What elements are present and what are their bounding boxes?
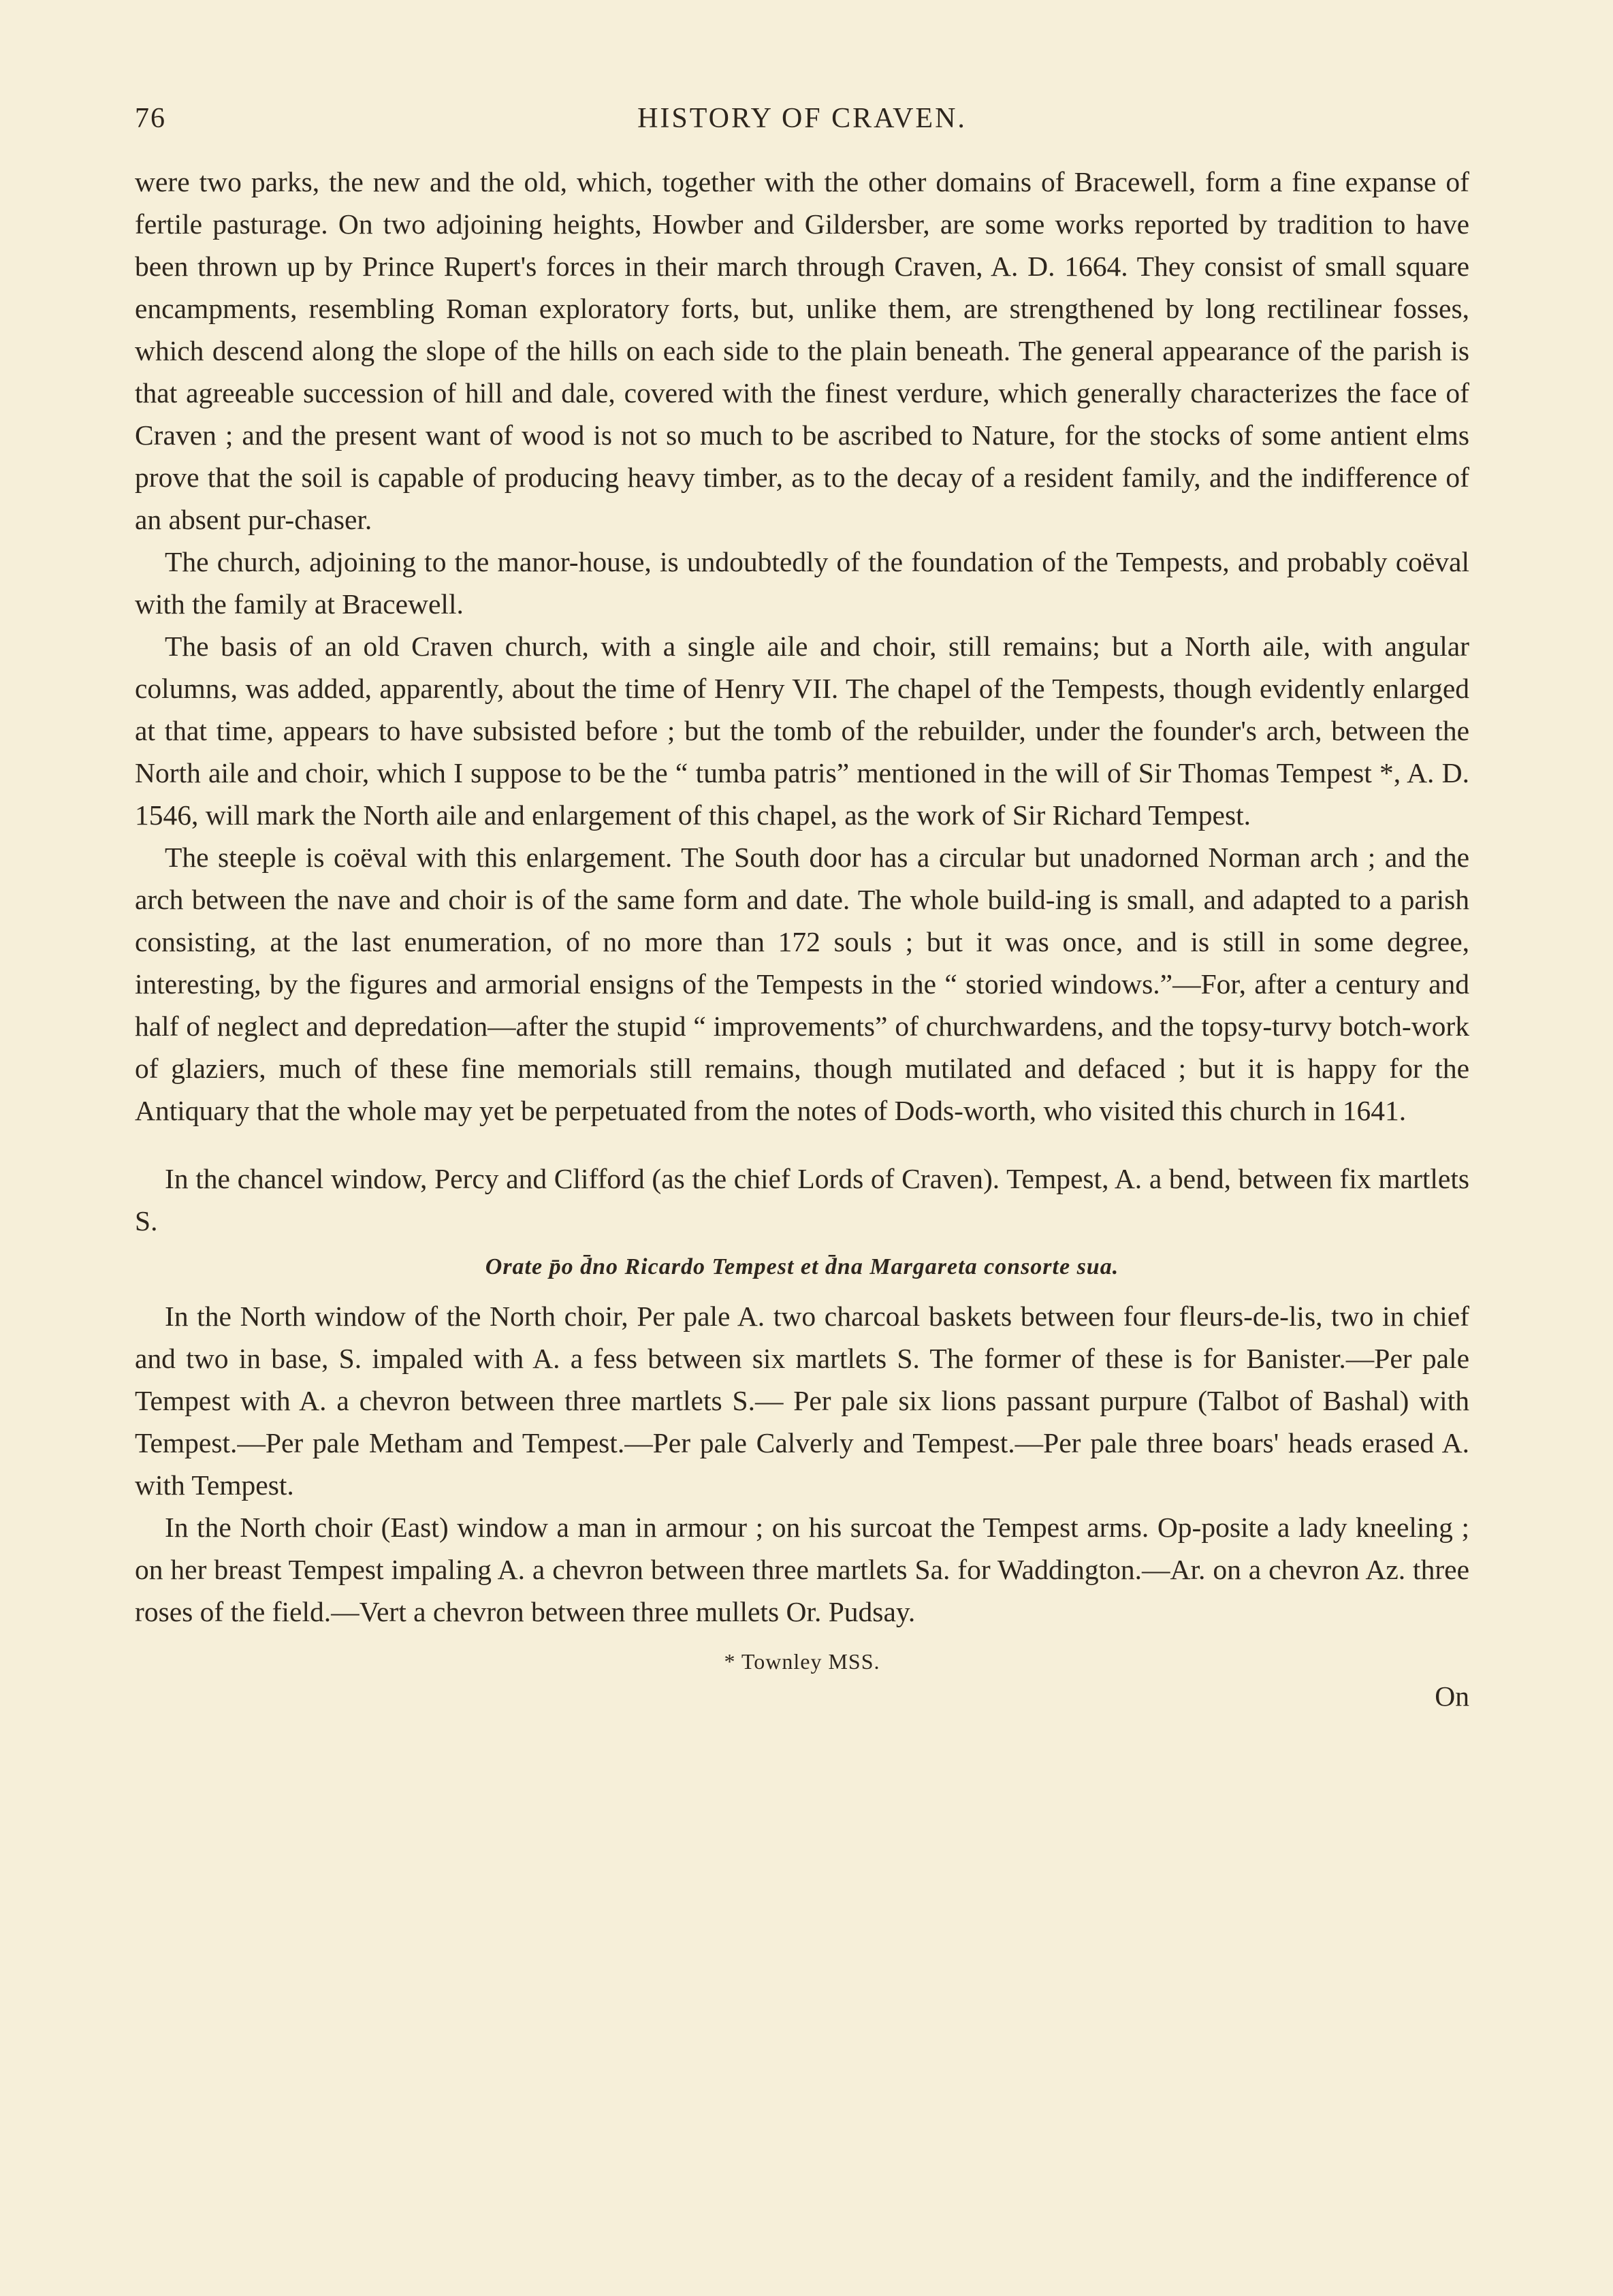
spacer	[135, 1132, 1469, 1158]
paragraph: The basis of an old Craven church, with a single aile and choir, still remains; but a North aile, with angular columns, was added, apparently, about the time of Henry VII. The chapel of the Tempests, though evidently enlarged at that time, appears to have subsisted before ; but the tomb of the rebuilder, under the founder's arch, between the North aile and choir, which I suppose to be the “ tumba patris” mentioned in the will of Sir Thomas Tempest *, A. D. 1546, will mark the North aile and enlargement of this chapel, as the work of Sir Richard Tempest.	[135, 631, 1469, 831]
paragraph: In the chancel window, Percy and Clifford (as the chief Lords of Craven). Tempest, A. a bend, between fix martlets S.	[135, 1163, 1469, 1237]
page	[135, 102, 1469, 1712]
paragraph: were two parks, the new and the old, which, together with the other domains of Bracewell, form a fine expanse of fertile pasturage. On two adjoining heights, Howber and Gildersber, are some works reported by tradition to have been thrown up by Prince Rupert's forces in their march through Craven, A. D. 1664. They consist of small square encampments, resembling Roman exploratory forts, but, unlike them, are strengthened by long rectilinear fosses, which descend along the slope of the hills on each side to the plain beneath. The general appearance of the parish is that agreeable succession of hill and dale, covered with the finest verdure, which generally characterizes the face of Craven ; and the present want of wood is not so much to be ascribed to Nature, for the stocks of some antient elms prove that the soil is capable of producing heavy timber, as to the decay of a resident family, and the indifference of an absent pur-chaser.	[135, 166, 1469, 535]
paragraph: In the North window of the North choir, Per pale A. two charcoal baskets between four fleurs-de-lis, two in chief and two in base, S. impaled with A. a fess between six martlets S. The former of these is for Banister.—Per pale Tempest with A. a chevron between three martlets S.— Per pale six lions passant purpure (Talbot of Bashal) with Tempest.—Per pale Metham and Tempest.—Per pale Calverly and Tempest.—Per pale three boars' heads erased A. with Tempest.	[135, 1301, 1469, 1501]
page-header	[135, 102, 1469, 157]
running-head: HISTORY OF CRAVEN.	[637, 103, 967, 134]
catchword: On	[1435, 1680, 1469, 1712]
footnote: * Townley MSS.	[724, 1649, 880, 1674]
paragraph: In the North choir (East) window a man in armour ; on his surcoat the Tempest arms. Op-posite a lady kneeling ; on her breast Tempest impaling A. a chevron between three martlets Sa. for Waddington.—Ar. on a chevron Az. three roses of the field.—Vert a chevron between three mullets Or. Pudsay.	[135, 1512, 1469, 1627]
paragraph: The steeple is coëval with this enlargement. The South door has a circular but unadorned Norman arch ; and the arch between the nave and choir is of the same form and date. The whole build-ing is small, and adapted to a parish consisting, at the last enumeration, of no more than 172 souls ; but it was once, and is still in some degree, interesting, by the figures and armorial ensigns of the Tempests in the “ storied windows.”—For, after a century and half of neglect and depredation—after the stupid “ improvements” of churchwardens, and the topsy-turvy botch-work of glaziers, much of these fine memorials still remains, though mutilated and defaced ; but it is happy for the Antiquary that the whole may yet be perpetuated from the notes of Dods-worth, who visited this church in 1641.	[135, 842, 1469, 1126]
page-number: 76	[135, 103, 166, 134]
inscription: Orate p̄o d̄no Ricardo Tempest et d̄na Margareta consorte sua.	[485, 1254, 1119, 1279]
body-text	[135, 161, 1469, 1633]
paragraph: The church, adjoining to the manor-house, is undoubtedly of the foundation of the Tempests, and probably coëval with the family at Bracewell.	[135, 546, 1469, 620]
